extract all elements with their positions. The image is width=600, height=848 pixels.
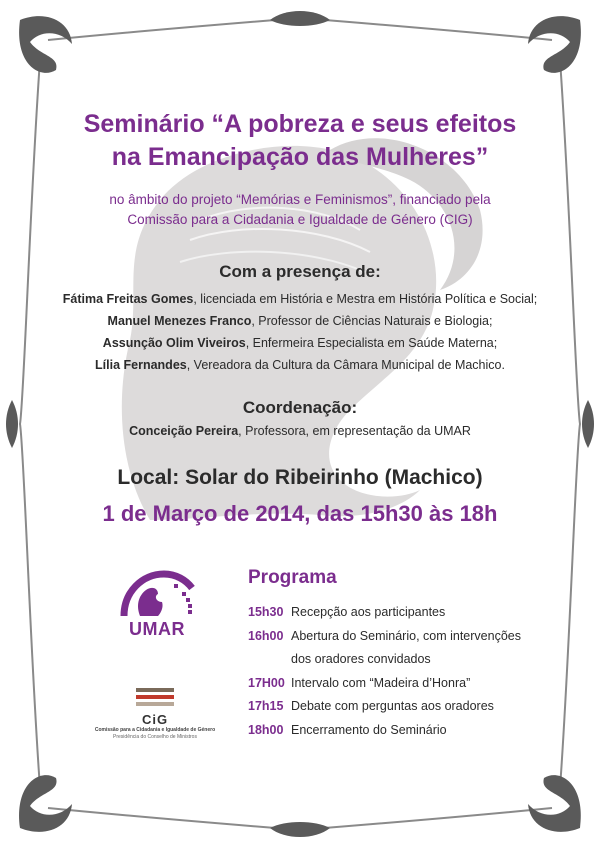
program-text: Abertura do Seminário, com intervenções xyxy=(291,628,521,643)
umar-logo-text: UMAR xyxy=(129,619,185,639)
program-time: 17H00 xyxy=(248,675,285,690)
seminar-title xyxy=(0,108,600,174)
program-text: Encerramento do Seminário xyxy=(291,722,447,737)
event-date: 1 de Março de 2014, das 15h30 às 18h xyxy=(102,501,498,526)
program-item xyxy=(248,629,521,653)
cig-logo-name: CiG xyxy=(141,712,169,727)
speaker-item xyxy=(0,310,600,332)
program-text: Debate com perguntas aos oradores xyxy=(291,699,494,713)
speaker-name: Manuel Menezes Franco xyxy=(107,314,252,328)
speaker-name: Assunção Olim Viveiros xyxy=(102,336,246,350)
presence-heading: Com a presença de: xyxy=(219,262,381,281)
cig-logo-icon xyxy=(136,686,174,710)
title-line-2: na Emancipação das Mulheres” xyxy=(111,143,489,171)
speakers-list xyxy=(0,288,600,376)
program-text: dos oradores convidados xyxy=(291,652,431,666)
speaker-item xyxy=(0,288,600,310)
coordinator-name: Conceição Pereira xyxy=(129,424,239,438)
umar-logo-icon xyxy=(118,566,198,622)
program-text: Recepção aos participantes xyxy=(291,605,446,619)
speaker-role: , licenciada em História e Mestra em História Política e Social; xyxy=(193,292,538,306)
program-text: Intervalo com “Madeira d’Honra” xyxy=(291,675,471,690)
program-item xyxy=(248,605,521,629)
speaker-role: , Professor de Ciências Naturais e Biologia; xyxy=(251,314,493,328)
subtitle-line-1: no âmbito do projeto “Memórias e Feminismos”, financiado pela xyxy=(109,192,491,207)
cig-logo-caption: Comissão para a Cidadania e Igualdade de Género xyxy=(94,727,216,733)
speaker-name: Fátima Freitas Gomes xyxy=(62,292,194,306)
program-time: 15h30 xyxy=(248,605,284,619)
subtitle-line-2: Comissão para a Cidadania e Igualdade de Género (CIG) xyxy=(127,212,473,227)
program-item xyxy=(248,676,521,700)
project-subtitle xyxy=(0,190,600,230)
program-time: 17h15 xyxy=(248,699,284,713)
speaker-item xyxy=(0,354,600,376)
program-item xyxy=(248,723,521,747)
speaker-role: , Enfermeira Especialista em Saúde Materna; xyxy=(245,336,498,350)
program-time: 16h00 xyxy=(248,628,284,643)
program-title: Programa xyxy=(248,567,337,588)
program-item xyxy=(248,699,521,723)
program-time: 18h00 xyxy=(248,722,284,737)
title-line-1: Seminário “A pobreza e seus efeitos xyxy=(83,110,517,138)
coordinator-role: , Professora, em representação da UMAR xyxy=(238,424,471,438)
program-list xyxy=(248,605,521,746)
event-location: Local: Solar do Ribeirinho (Machico) xyxy=(117,466,483,489)
speaker-name: Lília Fernandes xyxy=(95,358,187,372)
speaker-role: , Vereadora da Cultura da Câmara Municipal de Machico. xyxy=(186,358,505,372)
coordinator xyxy=(0,424,600,438)
program-item xyxy=(248,652,521,676)
cig-logo-subcaption: Presidência do Conselho de Ministros xyxy=(113,734,197,740)
speaker-item xyxy=(0,332,600,354)
coordination-heading: Coordenação: xyxy=(242,398,358,417)
